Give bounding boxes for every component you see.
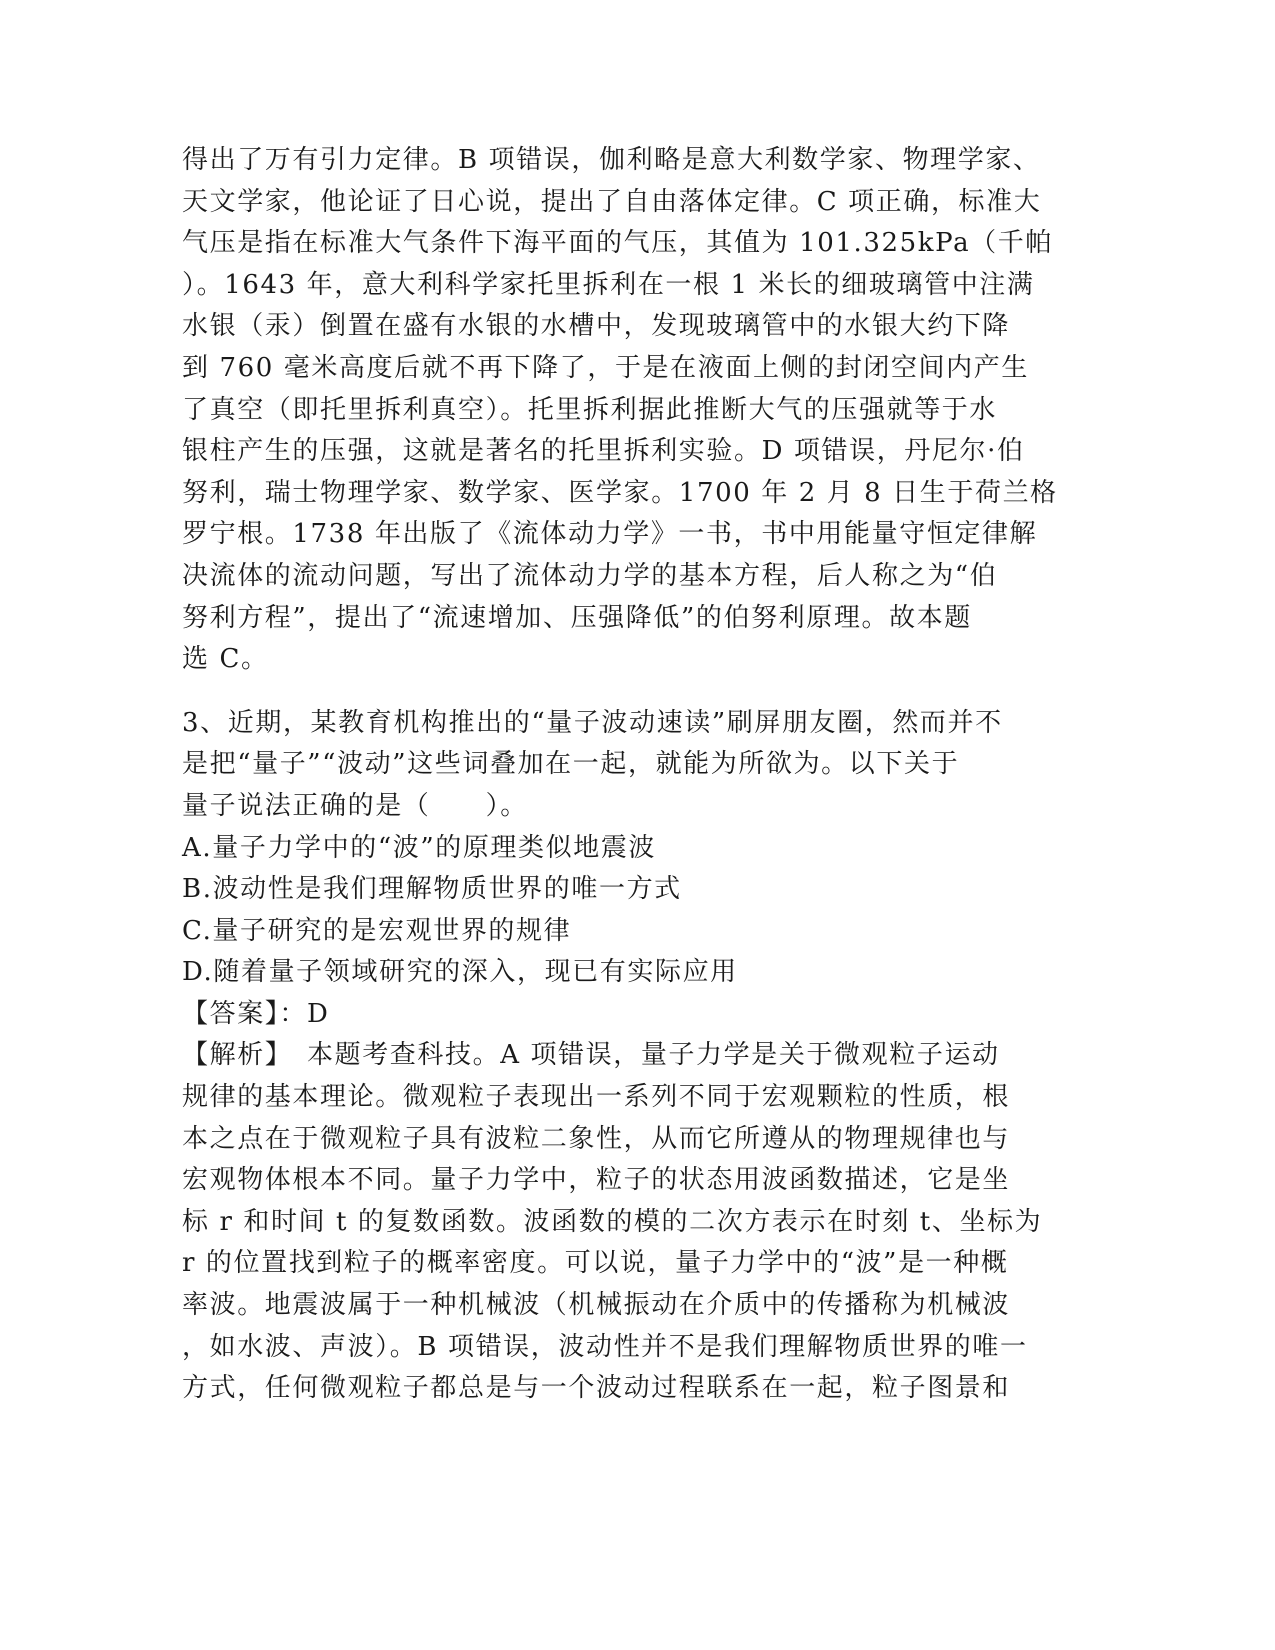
- option-b: B.波动性是我们理解物质世界的唯一方式: [182, 874, 682, 905]
- text-line: 选 C。: [182, 644, 269, 675]
- stem-line: 量子说法正确的是（ ）。: [182, 790, 528, 821]
- analysis-line: 宏观物体根本不同。量子力学中，粒子的状态用波函数描述，它是坐: [182, 1165, 1011, 1196]
- text-line: 努利，瑞士物理学家、数学家、医学家。1700 年 2 月 8 日生于荷兰格: [182, 477, 1058, 508]
- question-stem: [182, 703, 1042, 828]
- option-d: D.随着量子领域研究的深入，现已有实际应用: [182, 957, 738, 988]
- document-page: [182, 140, 1058, 1410]
- text-line: 天文学家，他论证了日心说，提出了自由落体定律。C 项正确，标准大: [182, 186, 1042, 217]
- analysis-line: r 的位置找到粒子的概率密度。可以说，量子力学中的“波”是一种概: [182, 1248, 1009, 1279]
- question-options: [182, 828, 1042, 994]
- option-c: C.量子研究的是宏观世界的规律: [182, 915, 572, 946]
- text-line: 气压是指在标准大气条件下海平面的气压，其值为 101.325kPa（千帕: [182, 228, 1053, 259]
- analysis-line: 规律的基本理论。微观粒子表现出一系列不同于宏观颗粒的性质，根: [182, 1082, 1011, 1113]
- analysis-line: ，如水波、声波）。B 项错误，波动性并不是我们理解物质世界的唯一: [182, 1331, 1028, 1362]
- analysis-line: 【解析】 本题考查科技。A 项错误，量子力学是关于微观粒子运动: [182, 1040, 1000, 1071]
- text-line: ）。1643 年，意大利科学家托里拆利在一根 1 米长的细玻璃管中注满: [182, 269, 1035, 300]
- question-3: [182, 703, 1042, 1410]
- text-line: 努利方程”，提出了“流速增加、压强降低”的伯努利原理。故本题: [182, 602, 972, 633]
- text-line: 了真空（即托里拆利真空）。托里拆利据此推断大气的压强就等于水: [182, 394, 998, 425]
- analysis: [182, 1035, 1042, 1409]
- text-line: 得出了万有引力定律。B 项错误，伽利略是意大利数学家、物理学家、: [182, 145, 1041, 175]
- answer-line: 【答案】：D: [182, 998, 330, 1029]
- analysis-line: 本之点在于微观粒子具有波粒二象性，从而它所遵从的物理规律也与: [182, 1123, 1011, 1154]
- text-line: 水银（汞）倒置在盛有水银的水槽中，发现玻璃管中的水银大约下降: [182, 311, 1011, 342]
- stem-line: 3、近期，某教育机构推出的“量子波动速读”刷屏朋友圈，然而并不: [182, 707, 1003, 738]
- analysis-line: 方式，任何微观粒子都总是与一个波动过程联系在一起，粒子图景和: [182, 1373, 1011, 1404]
- option-a: A.量子力学中的“波”的原理类似地震波: [182, 832, 657, 863]
- paragraph-gap: [182, 681, 1042, 703]
- text-line: 罗宁根。1738 年出版了《流体动力学》一书，书中用能量守恒定律解: [182, 519, 1038, 550]
- analysis-line: 标 r 和时间 t 的复数函数。波函数的模的二次方表示在时刻 t、坐标为: [182, 1206, 1043, 1237]
- previous-analysis-continuation: [182, 140, 1058, 681]
- text-line: 到 760 毫米高度后就不再下降了，于是在液面上侧的封闭空间内产生: [182, 352, 1029, 383]
- text-line: 银柱产生的压强，这就是著名的托里拆利实验。D 项错误，丹尼尔·伯: [182, 436, 1025, 467]
- analysis-line: 率波。地震波属于一种机械波（机械振动在介质中的传播称为机械波: [182, 1290, 1011, 1321]
- stem-line: 是把“量子”“波动”这些词叠加在一起，就能为所欲为。以下关于: [182, 749, 960, 780]
- text-line: 决流体的流动问题，写出了流体动力学的基本方程，后人称之为“伯: [182, 560, 998, 591]
